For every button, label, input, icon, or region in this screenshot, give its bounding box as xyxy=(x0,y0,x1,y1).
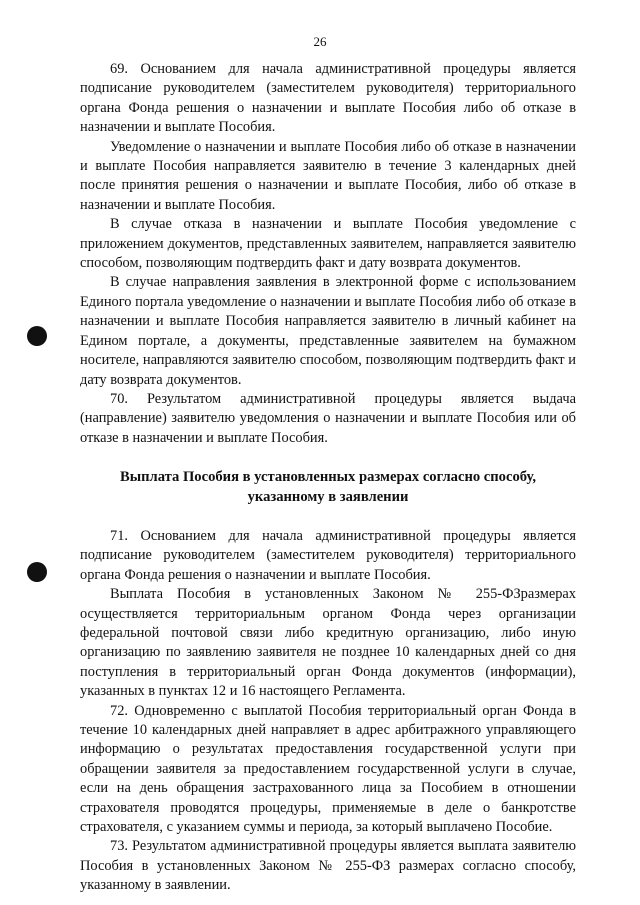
paragraph-refusal: В случае отказа в назначении и выплате Пособия уведомление с приложением документов, представленных заявителем, направляется заявителю способом, позволяющим подтвердить факт и дату возврата документов. xyxy=(80,216,576,272)
section-heading xyxy=(80,468,576,507)
document-body xyxy=(80,60,576,896)
paragraph-electronic-form: В случае направления заявления в электронной форме с использованием Единого портала уведомление о назначении и выплате Пособия либо об отказе в назначении и выплате Пособия направляется заявителю в личный кабинет на Едином портале, а документы, представленные заявителем на бумажном носителе, направляются заявителю способом, позволяющим подтвердить факт и дату возврата документов. xyxy=(80,274,576,388)
paragraph-69: 69. Основанием для начала административной процедуры является подписание руководителем (заместителем руководителя) территориального органа Фонда решения о назначении и выплате Пособия либо об отказе в назначении и выплате Пособия. xyxy=(80,61,576,136)
section-heading-line-2: указанному в заявлении xyxy=(247,488,409,505)
paragraph-71: 71. Основанием для начала административной процедуры является подписание руководителем (заместителем руководителя) территориального органа Фонда решения о назначении и выплате Пособия. xyxy=(80,527,576,583)
paragraph-73: 73. Результатом административной процедуры является выплата заявителю Пособия в установленных Законом № 255-ФЗ размерах согласно способу, указанному в заявлении. xyxy=(80,838,576,894)
paragraph-70: 70. Результатом административной процедуры является выдача (направление) заявителю уведомления о назначении и выплате Пособия или об отказе в назначении и выплате Пособия. xyxy=(80,390,576,446)
section-heading-line-1: Выплата Пособия в установленных размерах согласно способу, xyxy=(120,469,536,486)
hole-punch-mark-lower xyxy=(27,562,47,582)
paragraph-72: 72. Одновременно с выплатой Пособия территориальный орган Фонда в течение 10 календарных дней направляет в адрес арбитражного управляющего информацию о результатах предоставления государственной услуги при обращении заявителя за предоставлением государственной услуги в случае, если на день обращения застрахованного лица за Пособием в отношении страхователя проводятся процедуры, применяемые в деле о банкротстве страхователя, с указанием суммы и периода, за который выплачено Пособие. xyxy=(80,702,576,836)
hole-punch-mark-upper xyxy=(27,326,47,346)
paragraph-payment: Выплата Пособия в установленных Законом № 255-ФЗразмерах осуществляется территориальным органом Фонда через организации федеральной почтовой связи либо кредитную организацию, либо иную организацию по заявлению заявителя не позднее 10 календарных дней со дня поступления в территориальный орган Фонда документов (информации), указанных в пунктах 12 и 16 настоящего Регламента. xyxy=(80,586,576,700)
paragraph-notification: Уведомление о назначении и выплате Пособия либо об отказе в назначении и выплате Пособия направляется заявителю в течение 3 календарных дней после принятия решения о назначении и выплате Пособия, либо об отказе в назначении и выплате Пособия. xyxy=(80,138,576,213)
page-number: 26 xyxy=(313,34,327,49)
